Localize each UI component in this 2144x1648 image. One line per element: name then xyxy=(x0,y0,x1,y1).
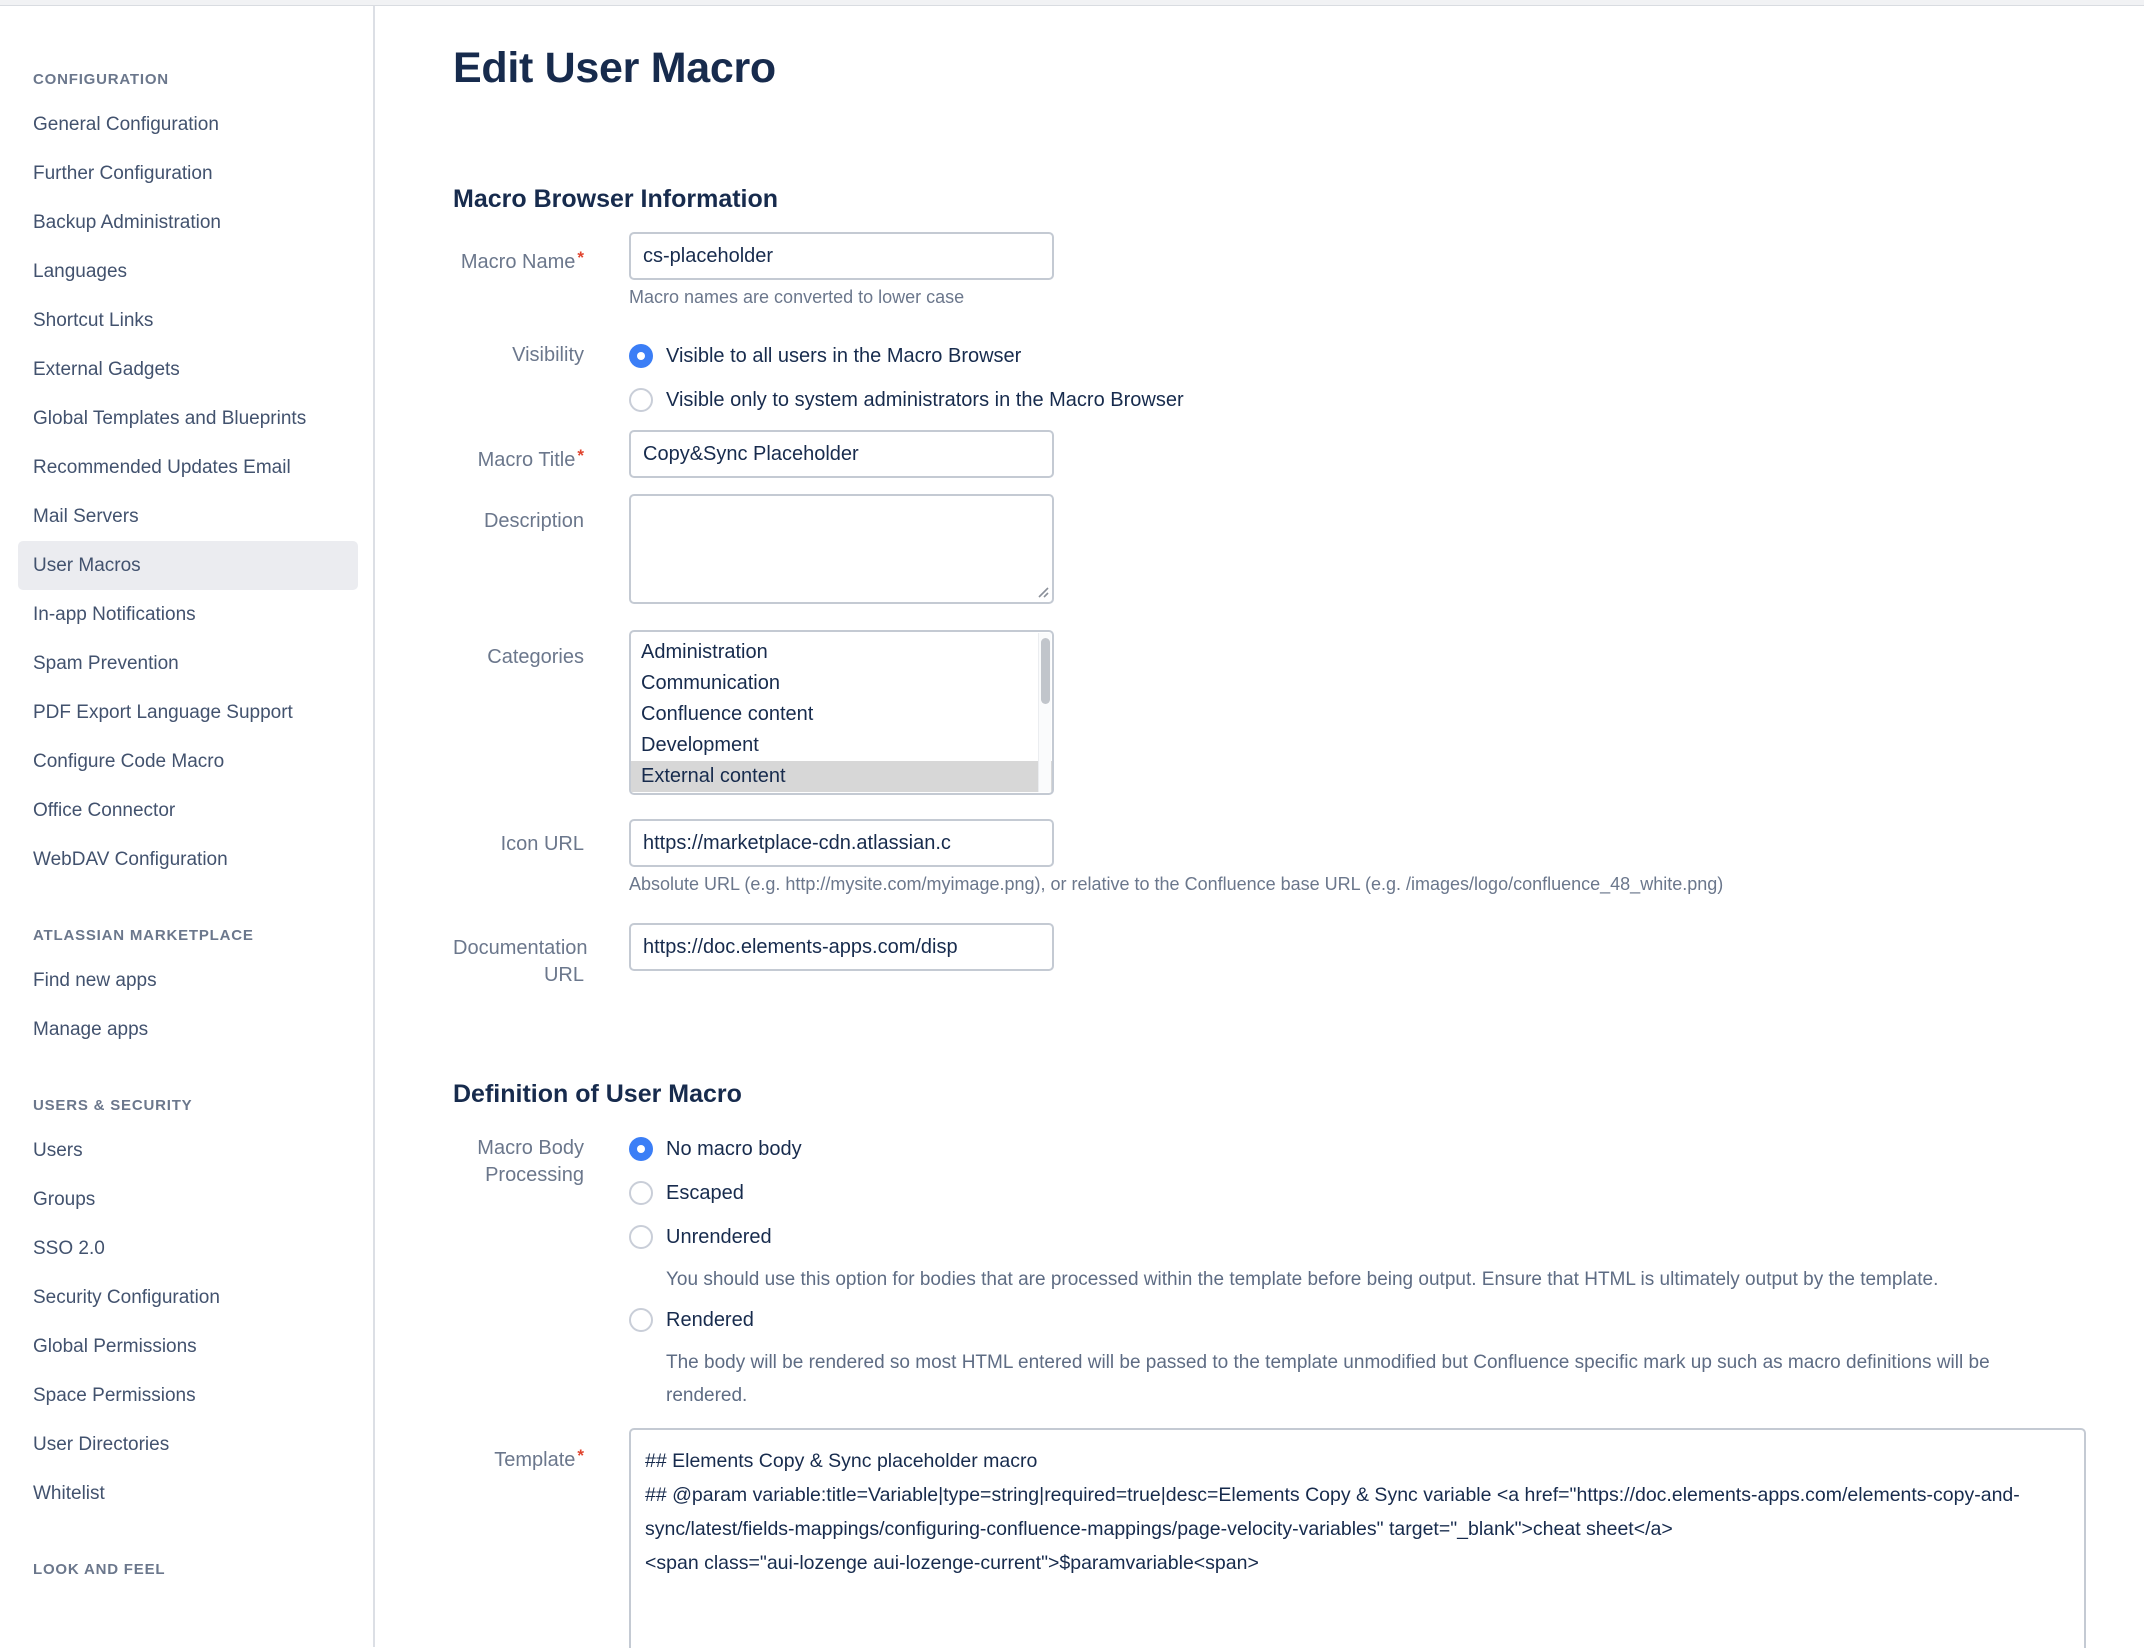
sidebar-item-security-configuration[interactable]: Security Configuration xyxy=(33,1287,220,1308)
required-asterisk: * xyxy=(577,1446,584,1465)
macro-name-label: Macro Name * xyxy=(460,248,584,273)
form-row-categories xyxy=(453,630,2144,795)
sidebar-list xyxy=(18,956,358,1054)
description-label: Description xyxy=(483,510,584,532)
form-row-visibility xyxy=(453,334,2144,422)
form-row-macro-name xyxy=(453,232,2144,308)
sidebar-list xyxy=(18,1126,358,1518)
body-processing-option-escaped[interactable]: Escaped xyxy=(629,1171,2064,1215)
body-processing-option-rendered[interactable]: Rendered xyxy=(629,1298,2064,1342)
sidebar-section-header: LOOK AND FEEL xyxy=(33,1561,166,1578)
sidebar-item-manage-apps[interactable]: Manage apps xyxy=(33,1019,149,1040)
scrollbar-thumb[interactable] xyxy=(1041,638,1050,704)
form-row-macro-body-processing xyxy=(453,1127,2144,1414)
sidebar-section-marketplace xyxy=(0,926,373,1054)
sidebar-item-user-directories[interactable]: User Directories xyxy=(33,1434,170,1455)
sidebar-item-webdav-configuration[interactable]: WebDAV Configuration xyxy=(33,849,228,870)
icon-url-help: Absolute URL (e.g. http://mysite.com/myimage.png), or relative to the Confluence base URL (e.g. /images/logo/confluence_48_white.png) xyxy=(629,874,1724,894)
icon-url-input[interactable] xyxy=(629,819,1054,867)
visibility-option-admins-only[interactable]: Visible only to system administrators in the Macro Browser xyxy=(629,378,1184,422)
sidebar-item-external-gadgets[interactable]: External Gadgets xyxy=(33,359,180,380)
section-heading-definition-of-user-macro: Definition of User Macro xyxy=(453,1080,742,1108)
form-row-icon-url xyxy=(453,819,2144,895)
section-heading-macro-browser-information: Macro Browser Information xyxy=(453,185,779,213)
main-content xyxy=(375,6,2144,1647)
sidebar-item-in-app-notifications[interactable]: In-app Notifications xyxy=(33,604,196,625)
form-row-description xyxy=(453,494,2144,604)
template-label: Template * xyxy=(494,1446,584,1471)
macro-body-processing-label: Macro Body Processing xyxy=(477,1137,584,1186)
sidebar-item-configure-code-macro[interactable]: Configure Code Macro xyxy=(33,751,225,772)
categories-label: Categories xyxy=(487,646,584,668)
sidebar-section-users-security xyxy=(0,1096,373,1518)
sidebar-section-header: USERS & SECURITY xyxy=(33,1097,193,1114)
form-row-documentation-url xyxy=(453,923,2144,989)
sidebar-item-whitelist[interactable]: Whitelist xyxy=(33,1483,105,1504)
radio-escaped-icon[interactable] xyxy=(629,1181,653,1205)
sidebar-item-office-connector[interactable]: Office Connector xyxy=(33,800,176,821)
description-textarea[interactable] xyxy=(629,494,1054,604)
sidebar-section-configuration xyxy=(0,70,373,884)
required-asterisk: * xyxy=(577,248,584,267)
sidebar-item-mail-servers[interactable]: Mail Servers xyxy=(33,506,139,527)
category-option-communication[interactable]: Communication xyxy=(641,672,780,694)
sidebar-item-find-new-apps[interactable]: Find new apps xyxy=(33,970,157,991)
sidebar-item-backup-administration[interactable]: Backup Administration xyxy=(33,212,221,233)
sidebar-item-further-configuration[interactable]: Further Configuration xyxy=(33,163,213,184)
sidebar-item-pdf-export-language-support[interactable]: PDF Export Language Support xyxy=(33,702,293,723)
body-processing-option-no-macro-body[interactable]: No macro body xyxy=(629,1127,2064,1171)
sidebar-item-global-permissions[interactable]: Global Permissions xyxy=(33,1336,197,1357)
documentation-url-input[interactable] xyxy=(629,923,1054,971)
visibility-label: Visibility xyxy=(512,344,584,366)
sidebar-item-user-macros[interactable]: User Macros xyxy=(18,541,358,590)
sidebar-section-look-and-feel xyxy=(0,1560,373,1580)
macro-title-label: Macro Title * xyxy=(477,446,584,471)
category-option-external-content[interactable]: External content xyxy=(631,761,1052,792)
icon-url-label: Icon URL xyxy=(500,833,584,855)
body-processing-option-unrendered[interactable]: Unrendered xyxy=(629,1215,2064,1259)
category-option-development[interactable]: Development xyxy=(641,734,759,756)
unrendered-help: You should use this option for bodies that are processed within the template before being output. Ensure that HTML is ultimately output by the template. xyxy=(666,1269,1939,1290)
sidebar-item-spam-prevention[interactable]: Spam Prevention xyxy=(33,653,179,674)
radio-visible-admins-only-icon[interactable] xyxy=(629,388,653,412)
resize-handle-icon[interactable] xyxy=(1036,585,1049,598)
sidebar-item-languages[interactable]: Languages xyxy=(33,261,128,282)
macro-name-help: Macro names are converted to lower case xyxy=(629,287,965,307)
radio-unrendered-icon[interactable] xyxy=(629,1225,653,1249)
sidebar xyxy=(0,6,375,1647)
sidebar-list xyxy=(18,100,358,884)
documentation-url-label: Documentation URL xyxy=(453,937,588,986)
sidebar-section-header: ATLASSIAN MARKETPLACE xyxy=(33,927,254,944)
category-option-administration[interactable]: Administration xyxy=(641,641,768,663)
form-row-template xyxy=(453,1428,2144,1648)
visibility-option-all-users[interactable]: Visible to all users in the Macro Browser xyxy=(629,334,1184,378)
rendered-help: The body will be rendered so most HTML entered will be passed to the template unmodified but Confluence specific mark up such as macro definitions will be rendered. xyxy=(666,1352,1990,1406)
sidebar-item-recommended-updates-email[interactable]: Recommended Updates Email xyxy=(33,457,291,478)
radio-no-macro-body-icon[interactable] xyxy=(629,1137,653,1161)
sidebar-item-space-permissions[interactable]: Space Permissions xyxy=(33,1385,196,1406)
macro-title-input[interactable] xyxy=(629,430,1054,478)
sidebar-item-general-configuration[interactable]: General Configuration xyxy=(33,114,219,135)
form-row-macro-title xyxy=(453,430,2144,478)
page-title: Edit User Macro xyxy=(453,44,776,92)
page xyxy=(0,6,2144,1647)
required-asterisk: * xyxy=(577,446,584,465)
category-option-confluence-content[interactable]: Confluence content xyxy=(641,703,814,725)
categories-listbox[interactable] xyxy=(629,630,1054,795)
sidebar-item-shortcut-links[interactable]: Shortcut Links xyxy=(33,310,154,331)
radio-rendered-icon[interactable] xyxy=(629,1308,653,1332)
macro-name-input[interactable] xyxy=(629,232,1054,280)
sidebar-item-users[interactable]: Users xyxy=(33,1140,83,1161)
sidebar-section-header: CONFIGURATION xyxy=(33,71,169,88)
radio-visible-all-users-icon[interactable] xyxy=(629,344,653,368)
categories-scrollbar[interactable] xyxy=(1038,633,1051,792)
sidebar-item-groups[interactable]: Groups xyxy=(33,1189,96,1210)
sidebar-item-sso[interactable]: SSO 2.0 xyxy=(33,1238,105,1259)
template-textarea[interactable] xyxy=(629,1428,2086,1648)
sidebar-item-global-templates[interactable]: Global Templates and Blueprints xyxy=(33,408,307,429)
